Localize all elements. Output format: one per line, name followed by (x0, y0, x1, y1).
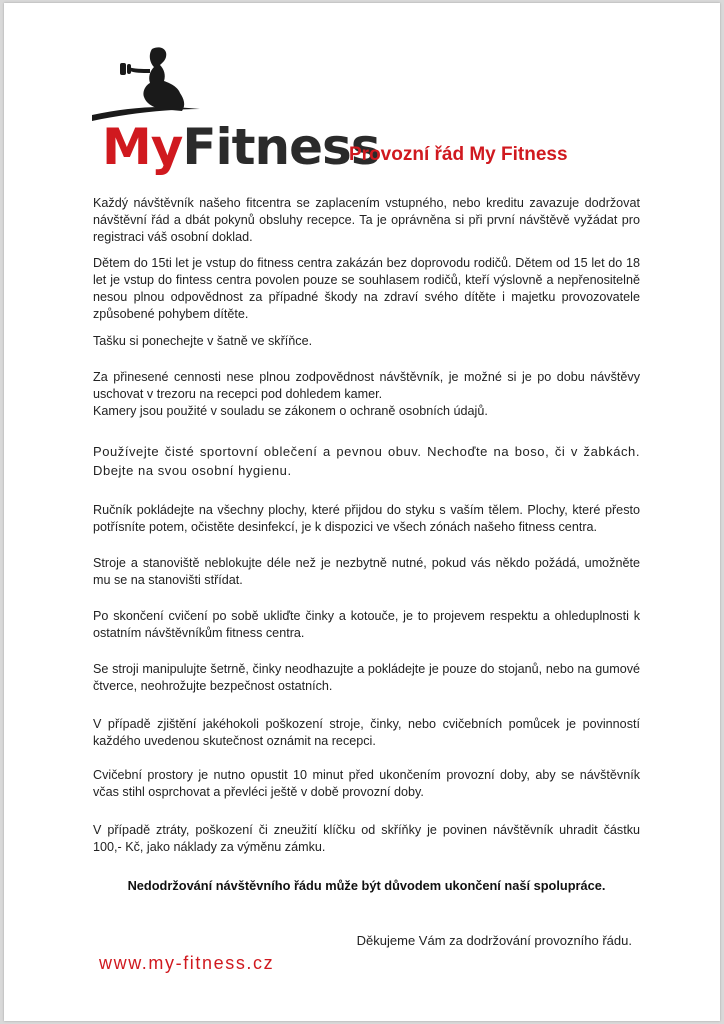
thanks-line: Děkujeme Vám za dodržování provozního řádu. (356, 933, 632, 948)
logo-fitness: Fitness (182, 118, 380, 176)
rules-body (93, 195, 640, 856)
rule-paragraph: Stroje a stanoviště neblokujte déle než je nezbytně nutné, pokud vás někdo požádá, umožněte mu se na stanovišti střídat. (93, 556, 640, 587)
closing-statement: Nedodržování návštěvního řádu může být důvodem ukončení naší spolupráce. (127, 878, 606, 893)
rule-paragraph: Tašku si ponechejte v šatně ve skříňce. (93, 334, 313, 348)
rule-paragraph: Ručník pokládejte na všechny plochy, které přijdou do styku s vaším tělem. Plochy, které přesto potřísníte potem, očistěte desinfekcí, je k dispozici ve všech zónách našeho fitness centra. (93, 503, 640, 534)
logo-wordmark (102, 117, 380, 177)
rule-paragraph: Za přinesené cennosti nese plnou zodpovědnost návštěvník, je možné si je po dobu návštěvy uschovat v trezoru na recepci pod dohledem kamer. Kamery jsou použité v souladu se zákonem o ochraně osobních údajů. (93, 370, 640, 418)
page-title: Provozní řád My Fitness (349, 144, 568, 165)
document-page (4, 3, 720, 1021)
rule-paragraph: Po skončení cvičení po sobě ukliďte činky a kotouče, je to projevem respektu a ohleduplnosti k ostatním návštěvníkům fitness centra. (93, 609, 640, 640)
rule-paragraph: V případě ztráty, poškození či zneužití klíčku od skříňky je povinen návštěvník uhradit částku 100,- Kč, jako náklady za výměnu zámku. (93, 823, 640, 854)
rule-paragraph: Cvičební prostory je nutno opustit 10 minut před ukončením provozní doby, aby se návštěvník včas stihl osprchovat a převléci ještě v době provozní doby. (93, 768, 640, 799)
rule-paragraph: Dětem do 15ti let je vstup do fitness centra zakázán bez doprovodu rodičů. Dětem od 15 let do 18 let je vstup do fintess centra povolen pouze se souhlasem rodičů, kteří výslovně a nepřenositelně nesou plnou odpovědnost za případné škody na zdraví svého dítěte i majetku provozovatele způsobené pohybem dítěte. (93, 256, 640, 321)
website-link[interactable]: www.my-fitness.cz (99, 953, 275, 973)
rule-paragraph: Každý návštěvník našeho fitcentra se zaplacením vstupného, nebo kreditu zavazuje dodržovat návštěvní řád a dbát pokynů obsluhy recepce. Ta je oprávněna si při první návštěvě vyžádat pro registraci váš osobní doklad. (93, 196, 640, 244)
rule-paragraph: Se stroji manipulujte šetrně, činky neodhazujte a pokládejte je pouze do stojanů, nebo na gumové čtverce, neohrožujte bezpečnost ostatních. (93, 662, 640, 693)
logo-my: My (102, 118, 183, 176)
my-fitness-logo (90, 43, 380, 176)
rule-paragraph: Používejte čisté sportovní oblečení a pevnou obuv. Nechoďte na boso, či v žabkách. Dbejte na svou osobní hygienu. (93, 444, 640, 478)
rule-paragraph: V případě zjištění jakéhokoli poškození stroje, činky, nebo cvičebních pomůcek je povinností každého uvedenou skutečnost oznámit na recepci. (93, 717, 640, 748)
